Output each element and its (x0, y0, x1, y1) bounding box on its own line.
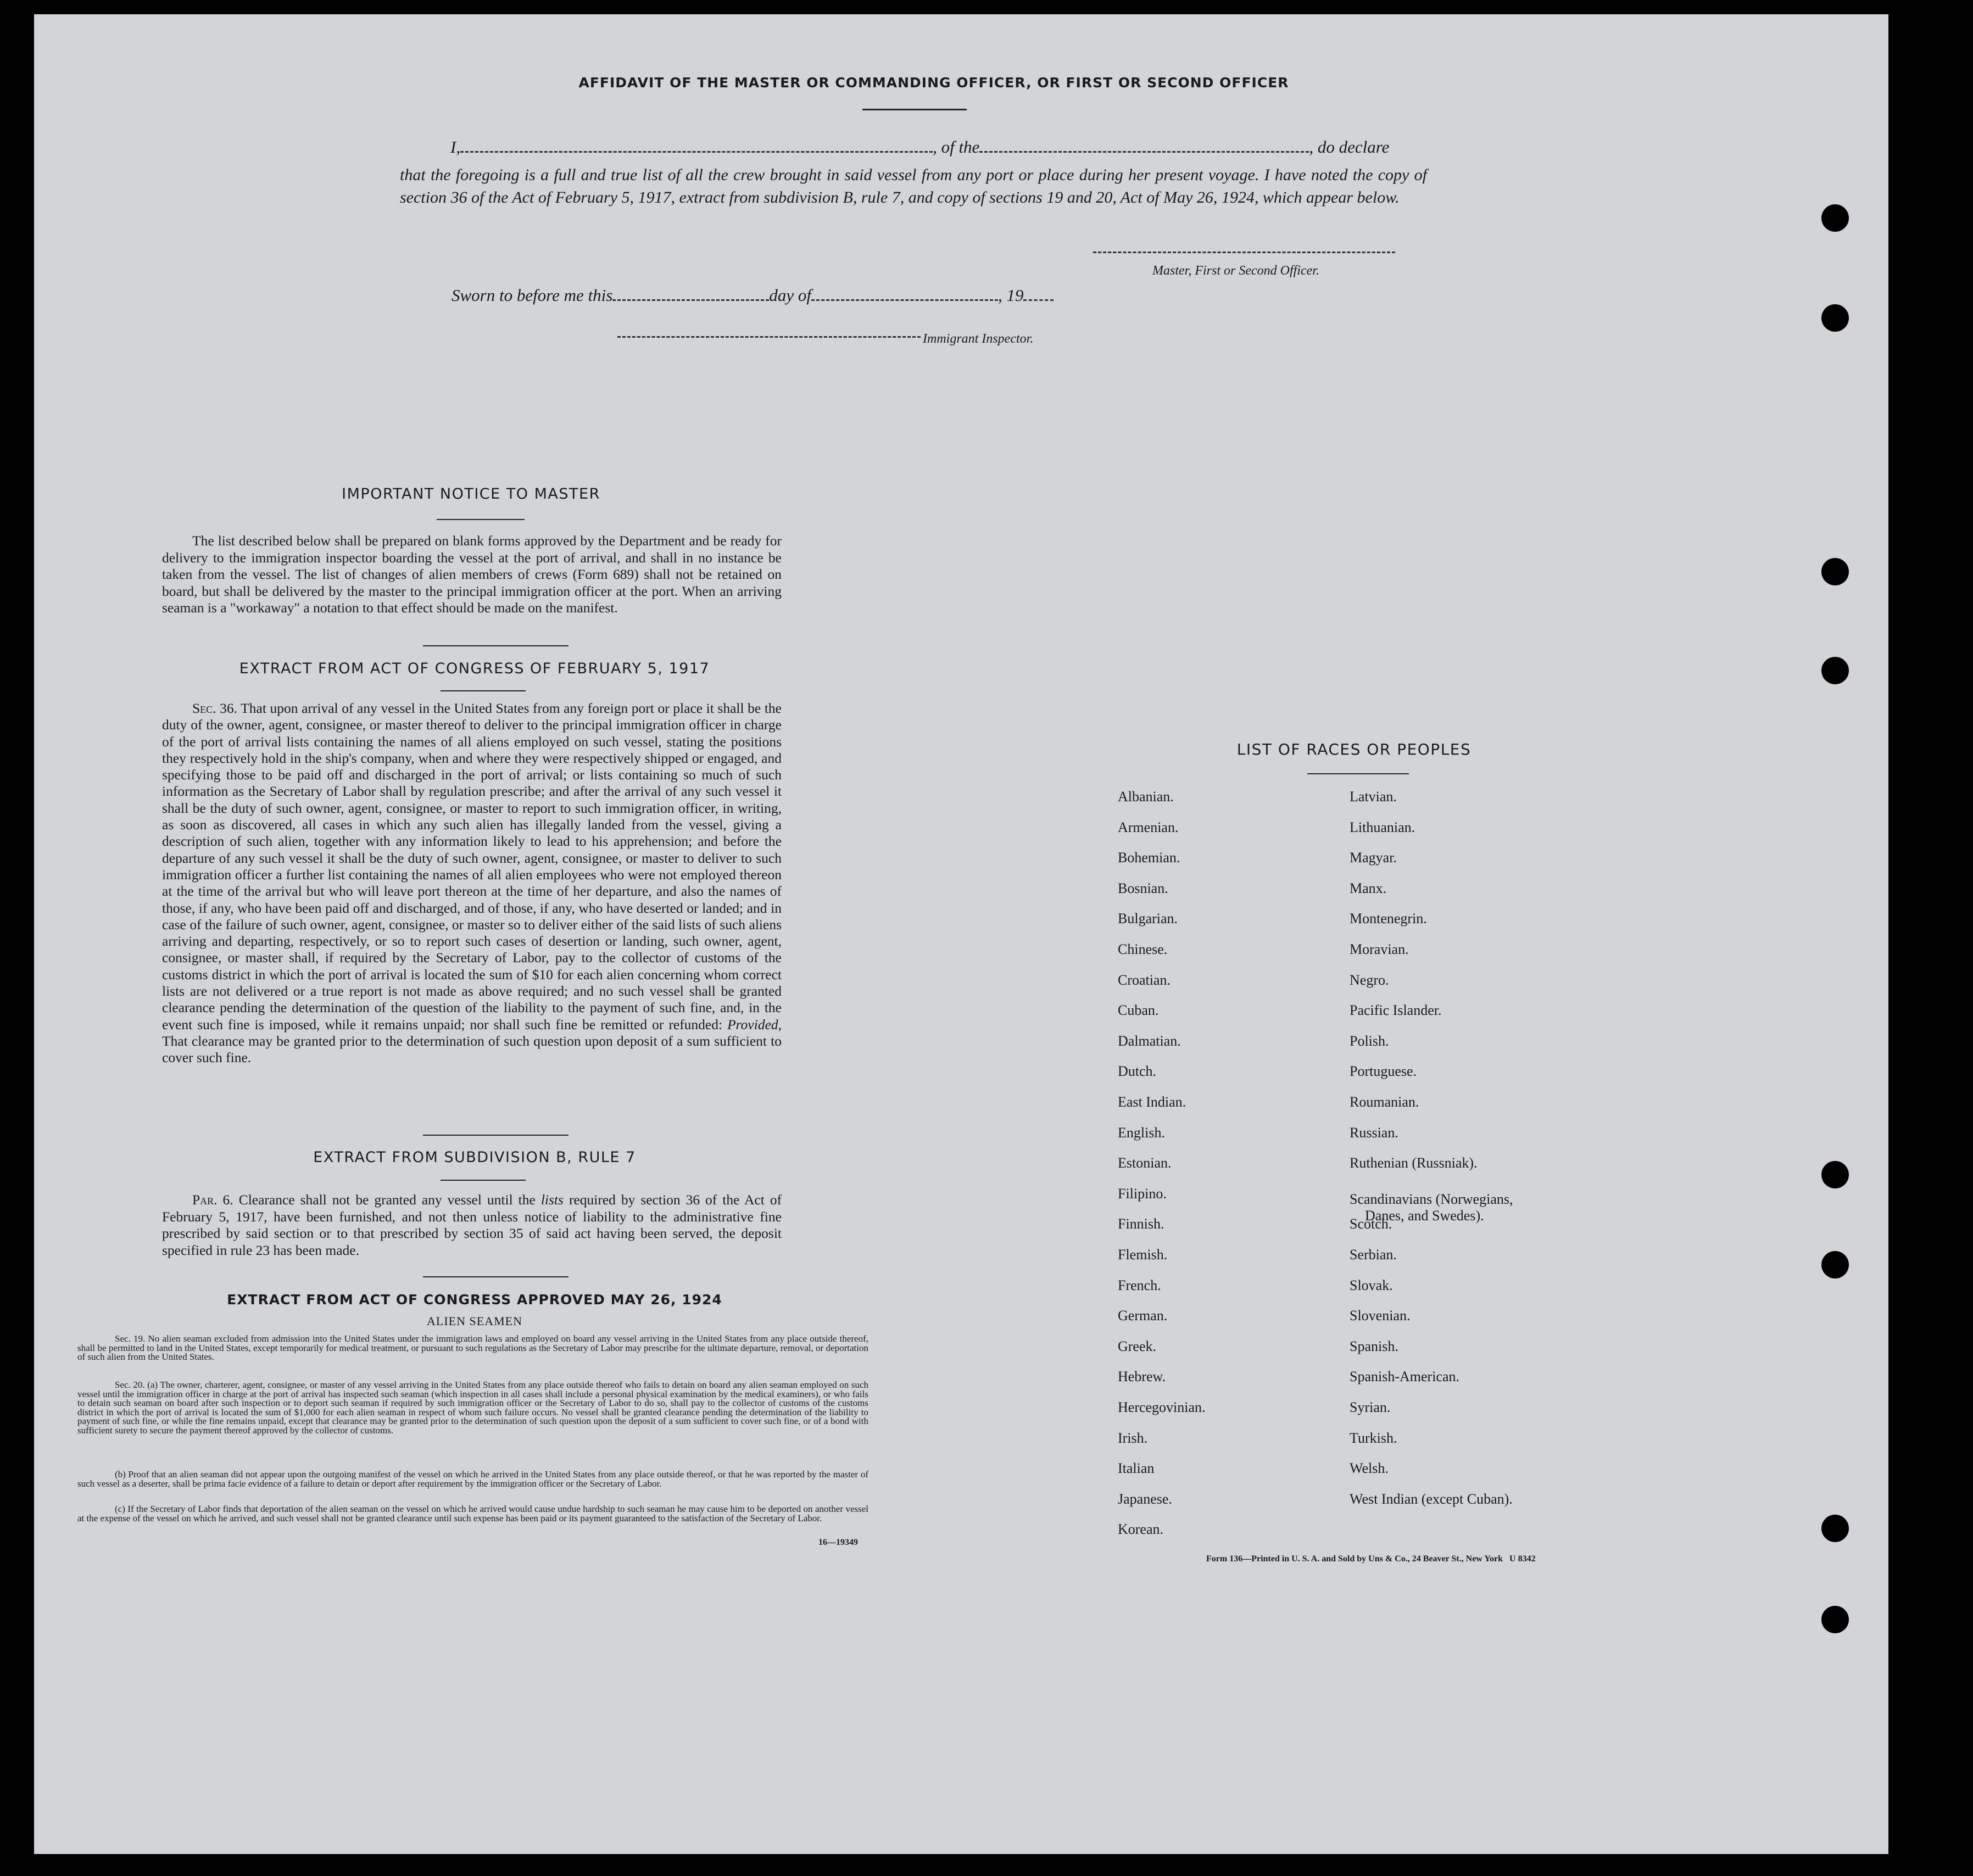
day-blank[interactable] (612, 299, 769, 301)
declaration-paragraph: that the foregoing is a full and true list of all the crew brought in said vessel from any port or place during her present voyage. I have noted the copy of section 36 of the Act of February 5, 1917, extract from subdivision B, rule 7, and copy of sections 19 and 20, Act of May 26, 1924, which appear below. (400, 166, 1427, 206)
sec-20c-text: (c) If the Secretary of Labor finds that deportation of the alien seaman on the vessel on which he arrived would cause undue hardship to such seaman he may cause him to be deported on another vessel at the expense of the vessel on which he arrived, and such vessel shall not be granted clearance until such expense has been paid or its payment guaranteed to the satisfaction of the Secretary of Labor. (77, 1504, 868, 1523)
race-item: Roumanian. (1350, 1094, 1419, 1110)
inspector-signature-blank[interactable] (617, 336, 921, 338)
race-item: German. (1118, 1308, 1168, 1324)
race-item: Slovenian. (1350, 1308, 1411, 1324)
race-item: Turkish. (1350, 1430, 1397, 1446)
i-label: I, (450, 137, 461, 157)
sec-20a-text: Sec. 20. (a) The owner, charterer, agent, consignee, or master of any vessel arriving in the United States from any place outside thereof who fails to detain on board any alien seaman employed on such vessel until the immigration officer in charge at the port of arrival has inspected such seaman (which inspection in all cases shall include a personal physical examination by the medical examiners), or who fails to detain such seaman on board after such inspection or to deport such seaman if required by such immigration officer or the Secretary of Labor to do so, shall pay to the collector of customs of the customs district in which the port of arrival is located the sum of $1,000 for each alien seaman in respect of whom such failure occurs. No vessel shall be granted clearance pending the determination of the liability to payment of such fine, or while the fine remains unpaid, except that clearance may be granted prior to the determination of such question upon the deposit of a sum sufficient to cover such fine, or of a bond with sufficient surety to secure the payment thereof approved by the collector of customs. (77, 1380, 868, 1436)
race-item: Armenian. (1118, 819, 1179, 835)
notice-title: IMPORTANT NOTICE TO MASTER (342, 485, 600, 503)
name-blank[interactable] (460, 151, 933, 153)
notice-rule (437, 519, 525, 520)
race-item: Italian (1118, 1460, 1155, 1477)
race-item: Syrian. (1350, 1399, 1391, 1415)
race-item: Bosnian. (1118, 880, 1168, 896)
title-underline (862, 109, 967, 110)
race-item: Finnish. (1118, 1216, 1164, 1232)
notice-text: The list described below shall be prepared on blank forms approved by the Department and be ready for delivery to the immigration inspector boarding the vessel at the port of arrival, and shall in no instance be taken from the vessel. The list of changes of alien members of crews (Form 689) shall not be retained on board, but shall be delivered by the master to the principal immigration officer at the port. When an arriving seaman is a "workaway" a notation to that effect should be made on the manifest. (162, 533, 782, 616)
rule7-rule (441, 1180, 526, 1181)
race-item: French. (1118, 1277, 1161, 1293)
race-item: Lithuanian. (1350, 819, 1415, 835)
race-item: Hebrew. (1118, 1369, 1166, 1385)
sec-36-label: Sec. 36. (192, 700, 238, 716)
race-item: Dutch. (1118, 1063, 1157, 1080)
race-item: Irish. (1118, 1430, 1148, 1446)
race-item: Spanish. (1350, 1338, 1398, 1354)
alien-seamen-subtitle: ALIEN SEAMEN (427, 1314, 522, 1328)
binder-hole (1821, 558, 1849, 585)
race-item: Chinese. (1118, 941, 1168, 957)
binder-hole (1821, 204, 1849, 232)
sec-20b-text: (b) Proof that an alien seaman did not appear upon the outgoing manifest of the vessel on which he arrived in the United States from any place outside thereof, or that he was reported by the master of such vessel as a deserter, shall be prima facie evidence of a failure to detain or deport after requirement by the immigration officer or the Secretary of Labor. (77, 1469, 868, 1489)
form-number: 16—19349 (818, 1538, 858, 1547)
notice-end-rule (423, 645, 569, 646)
extract-1917-rule (441, 690, 526, 691)
binder-hole (1821, 1606, 1849, 1633)
race-item: Korean. (1118, 1521, 1164, 1538)
extract-1917-end-rule (423, 1135, 569, 1136)
declaration-line (450, 137, 1428, 157)
par-6-text-b: required by section 36 of the Act of February 5, 1917, have been furnished, and not then unless notice of liability to the administrative fine prescribed by said section or to that prescribed by section 35 of said act having been served, the deposit specified in rule 23 has been made. (162, 1192, 782, 1258)
race-item: Scandinavians (Norwegians, (1350, 1191, 1513, 1207)
binder-hole (1821, 1161, 1849, 1188)
race-item: Polish. (1350, 1032, 1389, 1049)
sworn-label: Sworn to before me this (452, 286, 613, 305)
proviso-text: That clearance may be granted prior to the determination of such question upon deposit of a sum sufficient to cover such fine. (162, 1032, 782, 1066)
races-title: LIST OF RACES OR PEOPLES (1236, 740, 1472, 758)
race-item: Negro. (1350, 972, 1389, 988)
year-blank[interactable] (1023, 299, 1054, 301)
day-of-label: day of (769, 286, 811, 305)
race-item: Albanian. (1118, 789, 1174, 805)
race-item: East Indian. (1118, 1094, 1186, 1110)
race-item: Croatian. (1118, 972, 1171, 988)
race-item: Greek. (1118, 1338, 1157, 1354)
extract-1917-title: EXTRACT FROM ACT OF CONGRESS OF FEBRUARY 5, 1917 (239, 660, 710, 677)
race-item: Hercegovinian. (1118, 1399, 1206, 1415)
declare-label: , do declare (1309, 137, 1390, 157)
master-signature-label: Master, First or Second Officer. (1152, 264, 1319, 278)
race-item: Estonian. (1118, 1155, 1172, 1171)
sec-36-body: That upon arrival of any vessel in the United States from any foreign port or place it shall be the duty of the owner, agent, consignee, or master thereof to deliver to the principal immigration officer in charge of the port of arrival lists containing the names of all aliens employed on such vessel, stating the positions they respectively hold in the ship's company, when and where they were respectively shipped or engaged, and specifying those to be paid off and discharged in the port of arrival; or lists containing so much of such information as the Secretary of Labor shall by regulation prescribe; and after the arrival of any such vessel it shall be the duty of such owner, agent, consignee, or master to report to such immigration officer, in writing, as soon as discovered, all cases in which any such alien has illegally landed from the vessel, giving a description of such alien, together with any information likely to lead to his apprehension; and before the departure of any such vessel it shall be the duty of such owner, agent, consignee, or master to deliver to such immigration officer a further list containing the names of all alien employees who were not employed thereon at the time of the arrival but who will leave port thereon at the time of her departure, and also the names of those, if any, who have been paid off and discharged, and of those, if any, who have deserted or landed; and in case of the failure of such owner, agent, consignee, or master so to deliver either of the said lists of such aliens arriving and departing, respectively, or so to report such cases of desertion or landing, such owner, agent, consignee, or master shall, if required by the Secretary of Labor, pay to the collector of customs of the customs district in which the port of arrival is located the sum of $10 for each alien concerning whom correct lists are not delivered or a true report is not made as above required; and no such vessel shall be granted clearance pending the determination of the question of the liability to the payment of such fine, and, in the event such fine is imposed, while it remains unpaid; nor shall such fine be remitted or refunded: (162, 700, 782, 1032)
race-item: Welsh. (1350, 1460, 1389, 1477)
extract-1917-text (162, 700, 782, 1067)
par-6-text-a: Clearance shall not be granted any vessel until the (238, 1192, 536, 1208)
race-item: Dalmatian. (1118, 1032, 1181, 1049)
race-item: Russian. (1350, 1124, 1398, 1141)
inspector-label: Immigrant Inspector. (923, 332, 1034, 346)
races-rule (1307, 773, 1409, 774)
rule7-end-rule (423, 1276, 569, 1277)
race-item: Slovak. (1350, 1277, 1393, 1293)
race-item: Japanese. (1118, 1490, 1172, 1507)
race-item: Manx. (1350, 880, 1387, 896)
vessel-blank[interactable] (979, 151, 1309, 153)
race-item: Cuban. (1118, 1002, 1159, 1019)
of-the-label: , of the (933, 137, 980, 157)
race-item: Portuguese. (1350, 1063, 1417, 1080)
race-item: Bulgarian. (1118, 911, 1178, 927)
year-label: , 19 (997, 286, 1024, 305)
binder-hole (1821, 1515, 1849, 1542)
race-item: Scotch. (1350, 1216, 1392, 1232)
affidavit-title: AFFIDAVIT OF THE MASTER OR COMMANDING OFFICER, OR FIRST OR SECOND OFFICER (578, 75, 1289, 91)
race-item: West Indian (except Cuban). (1350, 1490, 1513, 1507)
month-blank[interactable] (811, 299, 998, 301)
master-signature-blank[interactable] (1093, 252, 1395, 253)
proviso-label: Provided, (727, 1016, 782, 1032)
binder-hole (1821, 657, 1849, 684)
sworn-line (452, 286, 1220, 305)
race-item: Spanish-American. (1350, 1369, 1460, 1385)
binder-hole (1821, 304, 1849, 332)
rule7-title: EXTRACT FROM SUBDIVISION B, RULE 7 (313, 1149, 636, 1166)
race-item: English. (1118, 1124, 1165, 1141)
sec-19-text: Sec. 19. No alien seaman excluded from admission into the United States under the immigration laws and employed on board any vessel arriving in the United States from any place outside thereof, shall be permitted to land in the United States, except temporarily for medical treatment, or pursuant to such regulations as the Secretary of Labor may prescribe for the ultimate departure, removal, or deportation of such alien from the United States. (77, 1333, 868, 1362)
race-item: Bohemian. (1118, 850, 1180, 866)
race-item: Flemish. (1118, 1247, 1168, 1263)
extract-1924-title: EXTRACT FROM ACT OF CONGRESS APPROVED MAY 26, 1924 (227, 1292, 722, 1308)
race-item: Magyar. (1350, 850, 1397, 866)
race-item: Serbian. (1350, 1247, 1397, 1263)
race-item: Ruthenian (Russniak). (1350, 1155, 1478, 1171)
binder-hole (1821, 1251, 1849, 1278)
race-item: Latvian. (1350, 789, 1397, 805)
race-item: Danes, and Swedes). (1365, 1207, 1484, 1224)
printer-footer: Form 136—Printed in U. S. A. and Sold by Uns & Co., 24 Beaver St., New York U 8342 (1206, 1554, 1536, 1564)
race-item: Pacific Islander. (1350, 1002, 1442, 1019)
lists-word: lists (540, 1192, 564, 1208)
race-item: Moravian. (1350, 941, 1409, 957)
race-item: Montenegrin. (1350, 911, 1427, 927)
race-item: Filipino. (1118, 1185, 1167, 1202)
par-6-label: Par. 6. (192, 1192, 233, 1208)
rule7-text (162, 1192, 782, 1259)
